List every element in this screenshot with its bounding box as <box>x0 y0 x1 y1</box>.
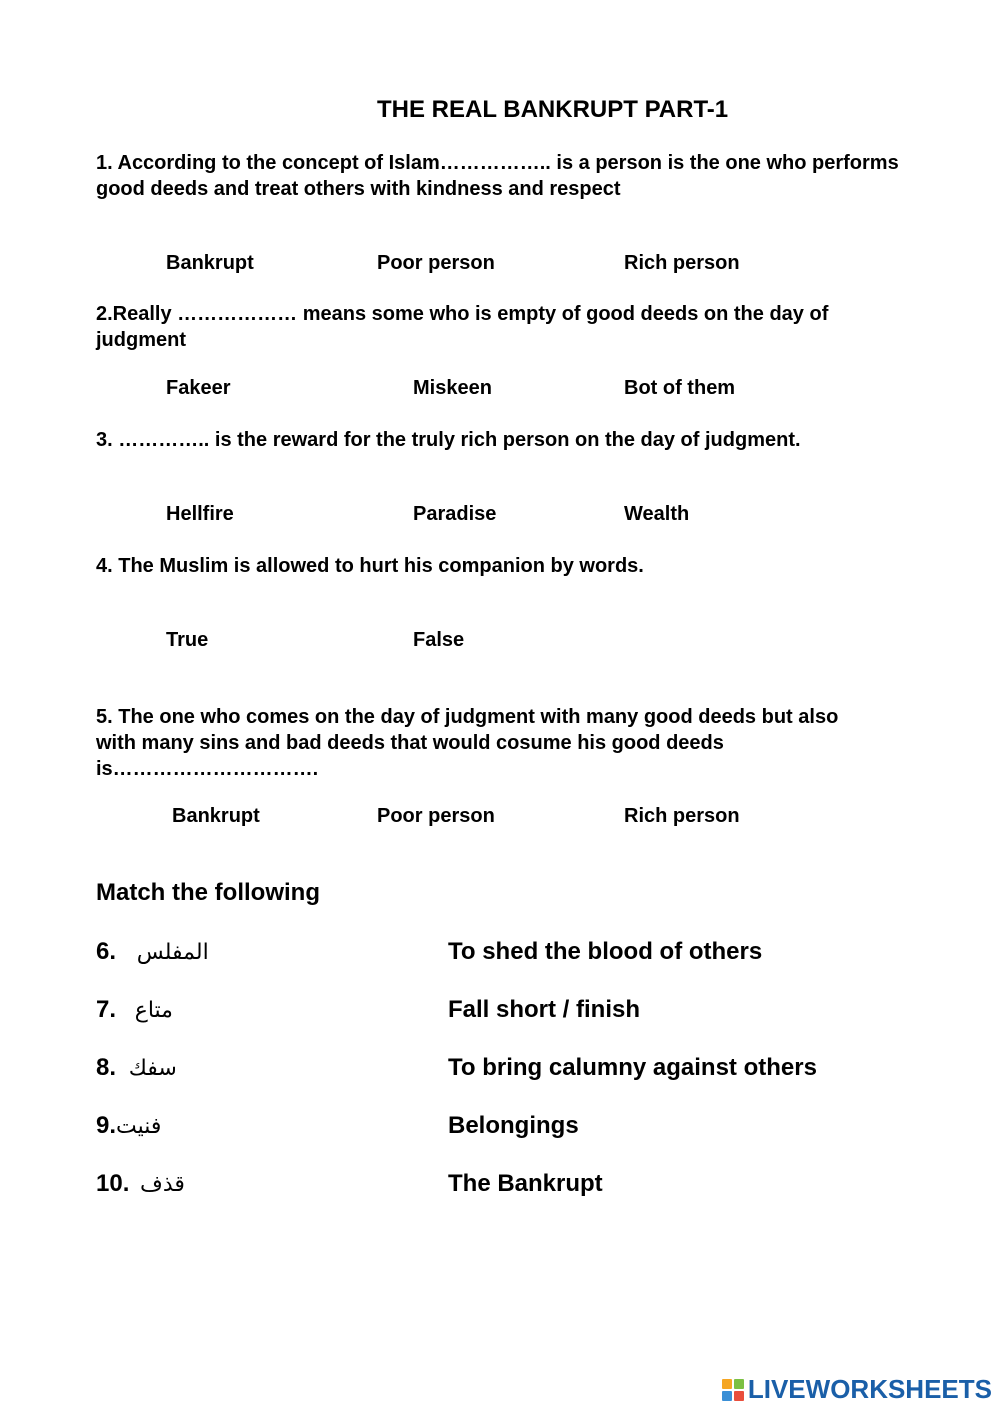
q4-option-2[interactable]: False <box>413 629 465 651</box>
match-left-arabic: متاع <box>134 998 173 1023</box>
match-right-4[interactable]: Belongings <box>448 1112 579 1139</box>
match-right-3[interactable]: To bring calumny against others <box>448 1054 817 1081</box>
match-left-number: 10. <box>96 1170 130 1197</box>
match-left-arabic: المفلس <box>136 940 209 965</box>
match-left-8[interactable] <box>96 1054 177 1082</box>
match-left-number: 8. <box>96 1054 117 1081</box>
match-right-5[interactable]: The Bankrupt <box>448 1170 603 1197</box>
question-5: 5. The one who comes on the day of judgment with many good deeds but also with many sins and bad deeds that would cosume his good deeds is…………………………. <box>96 706 839 780</box>
q5-option-3[interactable]: Rich person <box>624 805 740 827</box>
match-left-number: 9. <box>96 1112 117 1139</box>
q5-option-1[interactable]: Bankrupt <box>172 805 260 827</box>
match-left-arabic: سفك <box>128 1056 177 1081</box>
q5-option-2[interactable]: Poor person <box>377 805 495 827</box>
liveworksheets-logo-text: LIVEWORKSHEETS <box>747 1374 992 1404</box>
q3-option-3[interactable]: Wealth <box>624 503 690 525</box>
match-left-6[interactable] <box>96 938 209 966</box>
match-left-number: 7. <box>96 996 117 1023</box>
q1-option-2[interactable]: Poor person <box>377 252 495 274</box>
match-left-7[interactable] <box>96 996 173 1024</box>
q4-option-1[interactable]: True <box>166 629 209 651</box>
match-left-9[interactable] <box>96 1112 161 1140</box>
question-1: 1. According to the concept of Islam…………….. is a person is the one who performs good deeds and treat others with kindness and respect <box>96 152 899 200</box>
match-left-arabic: فنيت <box>116 1114 162 1139</box>
q1-option-1[interactable]: Bankrupt <box>166 252 254 274</box>
match-left-10[interactable] <box>96 1170 185 1198</box>
match-left-number: 6. <box>96 938 117 965</box>
q2-option-2[interactable]: Miskeen <box>413 377 492 399</box>
match-right-2[interactable]: Fall short / finish <box>448 996 641 1023</box>
match-heading: Match the following <box>96 879 320 906</box>
match-left-arabic: قذف <box>140 1172 185 1197</box>
q2-option-1[interactable]: Fakeer <box>166 377 231 399</box>
page-title: THE REAL BANKRUPT PART-1 <box>377 96 729 123</box>
question-2: 2.Really ……………… means some who is empty of good deeds on the day of judgment <box>96 303 829 351</box>
q1-option-3[interactable]: Rich person <box>624 252 740 274</box>
q3-option-1[interactable]: Hellfire <box>166 503 234 525</box>
q2-option-3[interactable]: Bot of them <box>624 377 736 399</box>
q3-option-2[interactable]: Paradise <box>413 503 497 525</box>
liveworksheets-logo-icon <box>722 1379 744 1401</box>
question-3: 3. ………….. is the reward for the truly rich person on the day of judgment. <box>96 429 801 451</box>
question-4: 4. The Muslim is allowed to hurt his companion by words. <box>96 555 644 577</box>
match-right-1[interactable]: To shed the blood of others <box>448 938 763 965</box>
liveworksheets-logo <box>722 1374 992 1405</box>
